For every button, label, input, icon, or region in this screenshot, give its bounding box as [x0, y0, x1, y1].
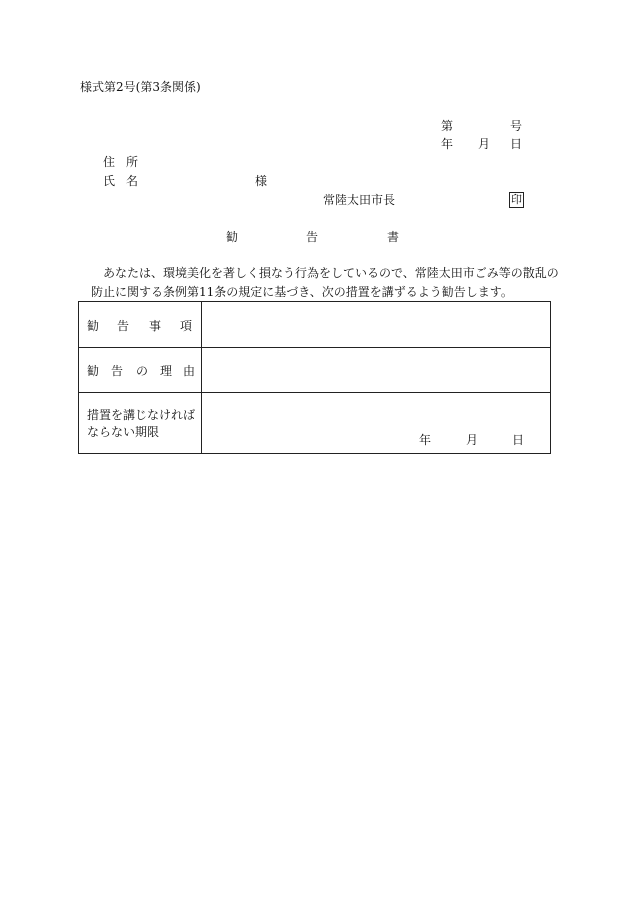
title-char-1: 勧: [226, 230, 239, 244]
doc-number-suffix: 号: [510, 119, 523, 133]
title-char-2: 告: [306, 230, 319, 244]
deadline-day-label: 日: [512, 433, 525, 447]
title-char-3: 書: [387, 230, 400, 244]
honorific-sama: 様: [255, 174, 268, 188]
doc-number-prefix: 第: [441, 119, 454, 133]
date-year-label: 年: [441, 137, 454, 151]
table-row-recommendation-reason: [79, 348, 550, 393]
seal-mark: 印: [511, 193, 522, 206]
issuer-title: 常陸太田市長: [323, 193, 396, 207]
row2-label-char-3: の: [136, 364, 149, 378]
row1-label-char-1: 勧: [87, 319, 100, 333]
table-label-cell: [79, 393, 202, 453]
row1-label-char-4: 項: [180, 319, 193, 333]
row1-label-char-3: 事: [149, 319, 162, 333]
row1-label-char-2: 告: [117, 319, 130, 333]
date-day-label: 日: [510, 137, 523, 151]
form-number: 様式第2号(第3条関係): [80, 80, 201, 94]
deadline-month-label: 月: [466, 433, 479, 447]
row3-label-line-2: ならない期限: [87, 425, 160, 439]
address-label-part1: 住: [103, 155, 116, 169]
name-label-part2: 名: [126, 174, 139, 188]
row2-label-char-4: 理: [160, 364, 173, 378]
deadline-year-label: 年: [419, 433, 432, 447]
name-label-part1: 氏: [103, 174, 116, 188]
table-row-deadline: [79, 393, 550, 453]
body-text-line-2: 防止に関する条例第11条の規定に基づき、次の措置を講ずるよう勧告します。: [91, 285, 513, 299]
row2-label-char-5: 由: [183, 364, 196, 378]
date-month-label: 月: [478, 137, 491, 151]
row2-label-char-1: 勧: [87, 364, 100, 378]
row3-label-line-1: 措置を講じなければ: [87, 408, 196, 422]
table-row-recommendation-items: [79, 302, 550, 348]
row2-label-char-2: 告: [111, 364, 124, 378]
address-label-part2: 所: [126, 155, 139, 169]
table-label-cell: [79, 302, 202, 347]
body-text-line-1: あなたは、環境美化を著しく損なう行為をしているので、常陸太田市ごみ等の散乱の: [103, 266, 559, 280]
table-label-cell: [79, 348, 202, 392]
recommendation-table: [78, 301, 551, 454]
